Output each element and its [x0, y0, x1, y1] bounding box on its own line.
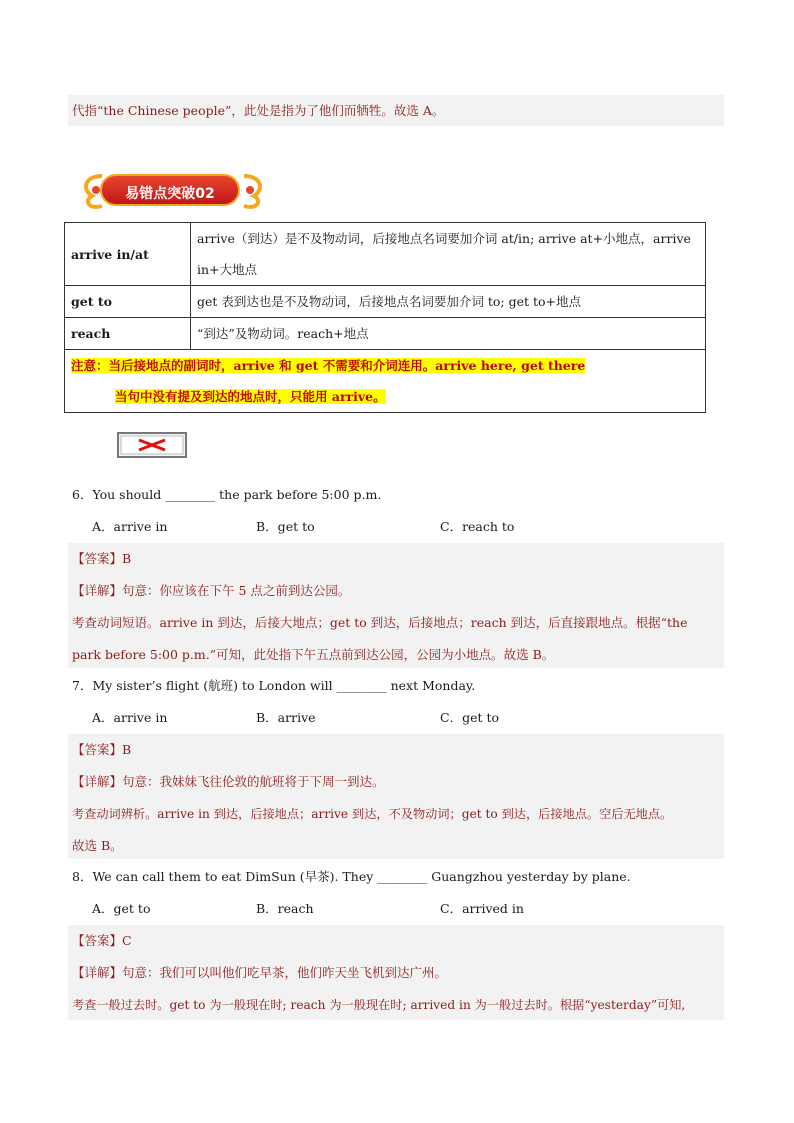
- table-row: [65, 318, 706, 350]
- question-6-option-a: A．arrive in: [92, 519, 168, 534]
- banner-title: 易错点突破02: [125, 186, 215, 202]
- question-6-answer: 【答案】B: [72, 551, 132, 566]
- question-7-detail: 故选 B。: [72, 838, 123, 853]
- x-mark-icon: [117, 432, 187, 458]
- question-6-option-c: C．reach to: [440, 519, 515, 534]
- question-7-option-b: B．arrive: [256, 710, 316, 725]
- rules-table: [64, 222, 706, 413]
- question-8-detail: 考查一般过去时。get to 为一般现在时; reach 为一般现在时; arrived in 为一般过去时。根据“yesterday”可知,: [72, 998, 686, 1012]
- table-row: [65, 223, 706, 286]
- question-6-stem: 6．You should ________ the park before 5:00 p.m.: [72, 487, 382, 502]
- question-7-answer: 【答案】B: [72, 742, 132, 757]
- desc-line: in+大地点: [197, 262, 258, 277]
- question-6-detail: park before 5:00 p.m.”可知，此处指下午五点前到达公园，公园为小地点。故选 B。: [72, 647, 555, 662]
- question-7-stem: 7．My sister’s flight (航班) to London will ________ next Monday.: [72, 678, 476, 693]
- question-8-option-a: A．get to: [92, 901, 151, 916]
- term-cell: reach: [65, 318, 191, 350]
- question-7-shade: [68, 734, 724, 859]
- question-8-option-b: B．reach: [256, 901, 314, 916]
- question-7-detail: 【详解】句意：我妹妹飞往伦敦的航班将于下周一到达。: [72, 774, 385, 789]
- question-7-option-a: A．arrive in: [92, 710, 168, 725]
- desc-cell: [191, 223, 706, 286]
- intro-line: 代指“the Chinese people”，此处是指为了他们而牺牲。故选 A。: [72, 103, 445, 118]
- table-row-note: [65, 350, 706, 413]
- question-8-stem: 8．We can call them to eat DimSun (早茶). They ________ Guangzhou yesterday by plane.: [72, 869, 631, 884]
- note-line-2: 当句中没有提及到达的地点时，只能用 arrive。: [115, 389, 386, 404]
- desc-line: arrive（到达）是不及物动词，后接地点名词要加介词 at/in; arrive at+小地点，arrive: [197, 231, 691, 246]
- term-cell: get to: [65, 286, 191, 318]
- banner-pill: [100, 174, 240, 206]
- term-cell: arrive in/at: [65, 223, 191, 286]
- question-6-detail: 【详解】句意：你应该在下午 5 点之前到达公园。: [72, 583, 351, 598]
- question-6-detail: 考查动词短语。arrive in 到达，后接大地点；get to 到达，后接地点；reach 到达，后直接跟地点。根据“the: [72, 615, 688, 630]
- section-banner: [78, 166, 268, 214]
- question-7-option-c: C．get to: [440, 710, 500, 725]
- desc-cell: get 表到达也是不及物动词，后接地点名词要加介词 to; get to+地点: [191, 286, 706, 318]
- note-line-1: 注意：当后接地点的副词时，arrive 和 get 不需要和介词连用。arrive here, get there: [71, 358, 586, 373]
- question-7-detail: 考查动词辨析。arrive in 到达，后接地点；arrive 到达，不及物动词；get to 到达，后接地点。空后无地点。: [72, 807, 673, 821]
- question-6-option-b: B．get to: [256, 519, 315, 534]
- desc-cell: “到达”及物动词。reach+地点: [191, 318, 706, 350]
- question-8-answer: 【答案】C: [72, 933, 132, 948]
- table-row: [65, 286, 706, 318]
- note-cell: [65, 350, 706, 413]
- question-8-detail: 【详解】句意：我们可以叫他们吃早茶，他们昨天坐飞机到达广州。: [72, 965, 448, 980]
- question-8-option-c: C．arrived in: [440, 901, 524, 916]
